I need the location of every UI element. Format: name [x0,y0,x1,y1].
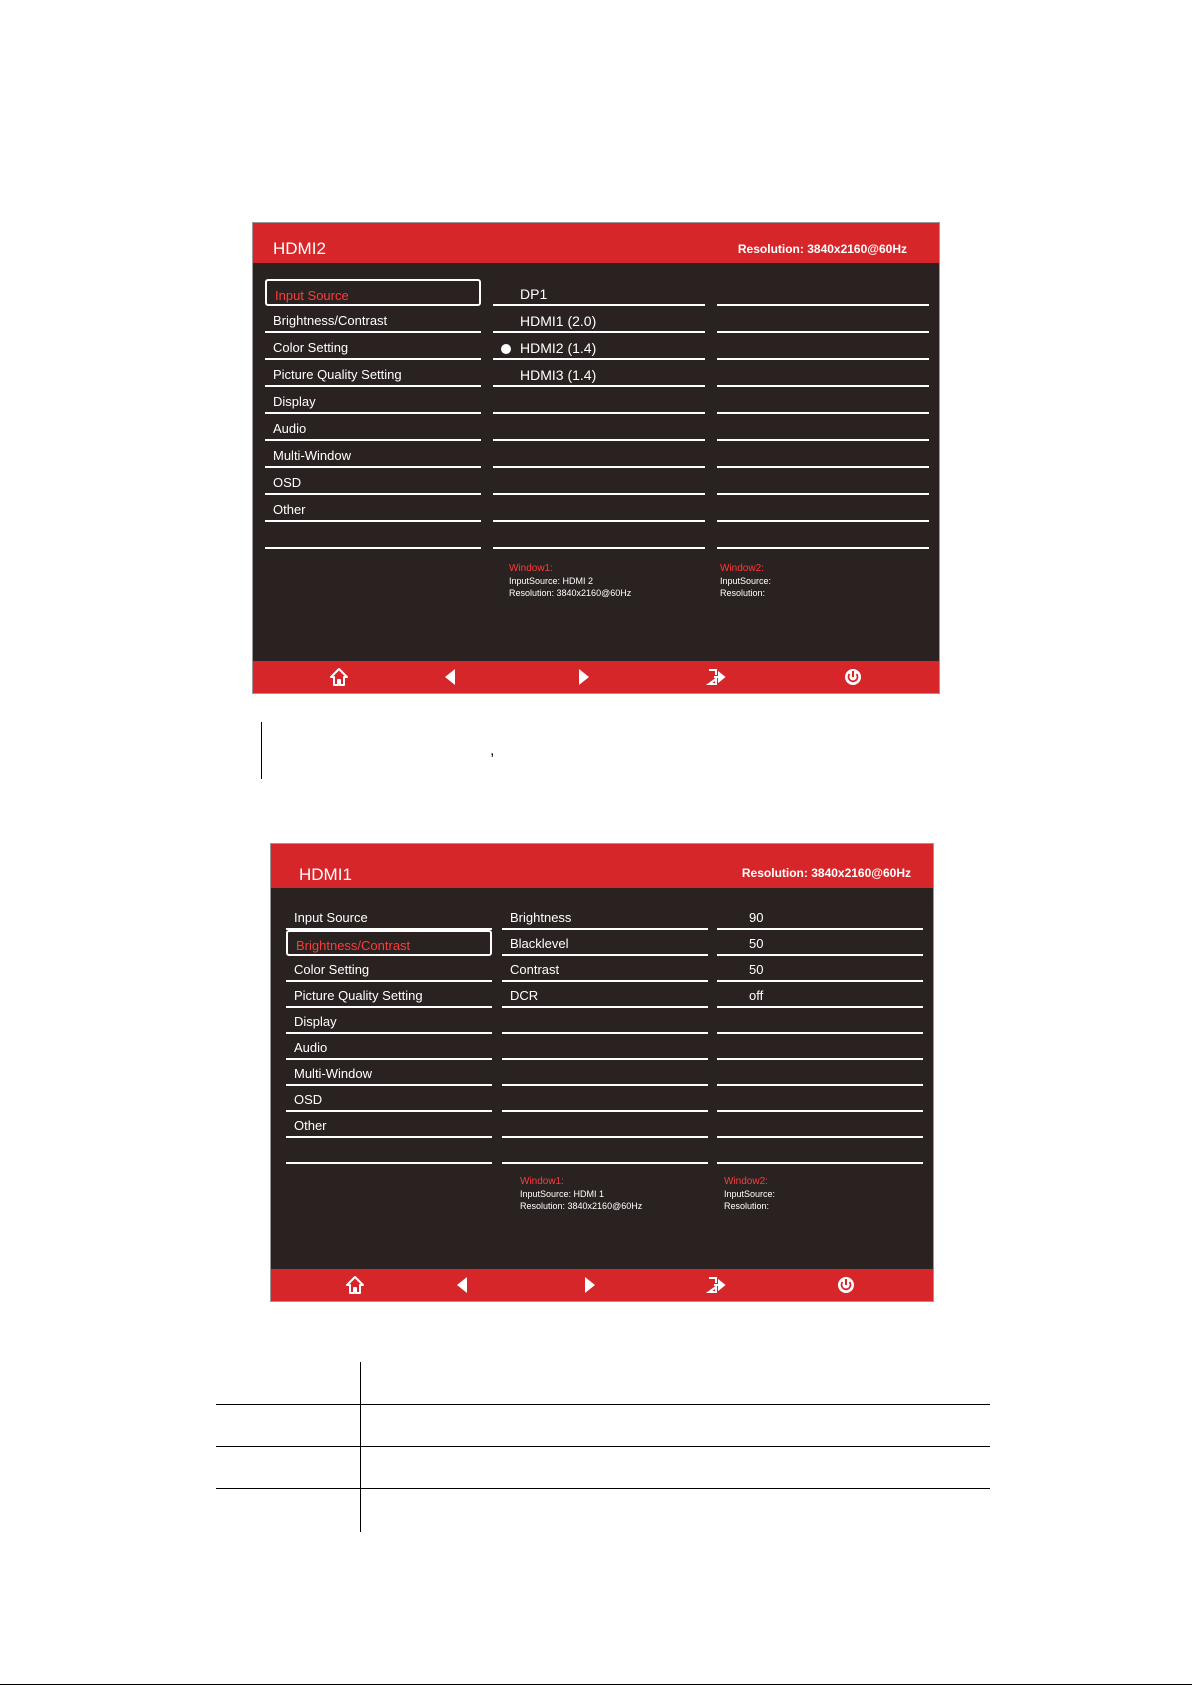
menu-item[interactable] [265,333,481,360]
selected-radio-icon [501,344,511,354]
input-option-label: HDMI3 (1.4) [520,367,597,383]
setting-value[interactable] [717,904,923,930]
window1-input: InputSource: HDMI 2 [509,576,594,586]
menu-item-label: Display [294,1014,337,1029]
table-row-divider [216,1446,990,1447]
setting-value [717,1112,923,1138]
menu-item-label: Multi-Window [294,1066,373,1081]
input-option [493,522,705,549]
osd-nav-bar [253,661,939,693]
menu-item-label: Color Setting [273,340,349,355]
table-row-divider [216,1488,990,1489]
value-cell [717,495,929,522]
setting-value [717,1086,923,1112]
setting-item[interactable] [502,982,708,1008]
menu-item[interactable] [286,930,492,956]
exit-icon[interactable] [705,1274,727,1296]
window2-input: InputSource: [724,1189,776,1199]
osd-resolution: Resolution: 3840x2160@60Hz [737,242,907,256]
value-cell [717,360,929,387]
input-option[interactable] [493,279,705,306]
input-option-label: HDMI1 (2.0) [520,313,597,329]
menu-item[interactable] [265,414,481,441]
menu-item-label: Brightness/Contrast [273,313,388,328]
power-icon[interactable] [842,666,864,688]
setting-value[interactable] [717,930,923,956]
setting-value-label: 50 [749,936,764,951]
menu-item[interactable] [265,306,481,333]
setting-value-label: off [749,988,764,1003]
menu-item[interactable] [286,904,492,930]
setting-item [502,1112,708,1138]
setting-item[interactable] [502,956,708,982]
menu-item-label: Color Setting [294,962,370,977]
setting-item [502,1008,708,1034]
window2-resolution: Resolution: [720,588,766,598]
setting-item-label: DCR [510,988,539,1003]
setting-item-label: Brightness [510,910,572,925]
window1-info [509,563,631,599]
table-row-divider [216,1404,990,1405]
value-cell [717,387,929,414]
input-option-label: DP1 [520,286,548,302]
menu-item-label: Audio [294,1040,328,1055]
window1-title: Window1: [520,1176,564,1187]
input-option [493,495,705,522]
menu-item[interactable] [265,468,481,495]
osd-screen-brightness-contrast [270,843,934,1302]
osd-screen-input-source [252,222,940,694]
value-cell [717,306,929,333]
value-column [717,904,923,1164]
setting-value-label: 50 [749,962,764,977]
setting-item [502,1060,708,1086]
window1-resolution: Resolution: 3840x2160@60Hz [509,588,632,598]
setting-item-label: Contrast [510,962,560,977]
window2-input: InputSource: [720,576,772,586]
right-arrow-icon[interactable] [579,1274,601,1296]
menu-item[interactable] [265,360,481,387]
value-column [717,279,929,549]
left-arrow-icon[interactable] [451,1274,473,1296]
value-cell [717,468,929,495]
menu-item-label: Audio [273,421,307,436]
menu-item[interactable] [265,387,481,414]
menu-column [286,904,492,1164]
input-option[interactable] [493,360,705,387]
input-option-label: HDMI2 (1.4) [520,340,597,356]
option-column [493,279,705,549]
input-option [493,468,705,495]
window2-title: Window2: [720,563,764,574]
osd-title: HDMI1 [299,865,352,884]
menu-item[interactable] [286,1112,492,1138]
setting-value-label: 90 [749,910,764,925]
setting-value[interactable] [717,956,923,982]
setting-value[interactable] [717,982,923,1008]
table-column-divider [360,1362,361,1532]
window2-resolution: Resolution: [724,1201,770,1211]
input-option [493,414,705,441]
input-option[interactable] [493,333,705,360]
setting-column [502,904,708,1164]
osd-title: HDMI2 [273,239,326,258]
menu-item[interactable] [286,1086,492,1112]
caption-divider [261,722,262,779]
value-cell [717,522,929,549]
window2-title: Window2: [724,1176,768,1187]
input-option [493,441,705,468]
osd-header [271,844,933,888]
left-arrow-icon[interactable] [439,666,461,688]
right-arrow-icon[interactable] [573,666,595,688]
menu-item[interactable] [265,495,481,522]
window1-input: InputSource: HDMI 1 [520,1189,605,1199]
menu-item [265,522,481,549]
value-cell [717,279,929,306]
setting-item[interactable] [502,904,708,930]
value-cell [717,333,929,360]
setting-value [717,1034,923,1060]
osd-resolution: Resolution: 3840x2160@60Hz [741,866,911,880]
menu-item-label: Picture Quality Setting [273,367,402,382]
window2-info [724,1176,775,1212]
menu-item [286,1138,492,1164]
menu-item-label: Other [294,1118,327,1133]
menu-item-label: Input Source [275,288,349,303]
window2-info [720,563,771,599]
menu-item[interactable] [286,1034,492,1060]
value-cell [717,441,929,468]
input-option [493,387,705,414]
exit-icon[interactable] [705,666,727,688]
menu-item[interactable] [265,441,481,468]
osd-header [253,223,939,263]
menu-item-label: Picture Quality Setting [294,988,423,1003]
window1-resolution: Resolution: 3840x2160@60Hz [520,1201,643,1211]
window1-info [520,1176,642,1212]
menu-item[interactable] [265,279,481,306]
osd-nav-bar [271,1269,933,1301]
menu-item-label: OSD [273,475,302,490]
menu-item-label: Multi-Window [273,448,352,463]
window1-title: Window1: [509,563,553,574]
menu-item-label: Brightness/Contrast [296,938,411,953]
menu-item[interactable] [286,1060,492,1086]
home-icon[interactable] [344,1274,366,1296]
setting-value [717,1008,923,1034]
menu-item-label: Display [273,394,316,409]
caption-mark: , [490,742,495,759]
menu-item-label: Other [273,502,306,517]
menu-item[interactable] [286,1008,492,1034]
home-icon[interactable] [328,666,350,688]
setting-item [502,1138,708,1164]
setting-item [502,1086,708,1112]
value-cell [717,414,929,441]
setting-value [717,1060,923,1086]
menu-item[interactable] [286,956,492,982]
setting-item [502,1034,708,1060]
menu-item[interactable] [286,982,492,1008]
input-option[interactable] [493,306,705,333]
menu-item-label: Input Source [294,910,368,925]
setting-value [717,1138,923,1164]
setting-item[interactable] [502,930,708,956]
setting-item-label: Blacklevel [510,936,569,951]
power-icon[interactable] [835,1274,857,1296]
menu-column [265,279,481,549]
menu-item-label: OSD [294,1092,323,1107]
